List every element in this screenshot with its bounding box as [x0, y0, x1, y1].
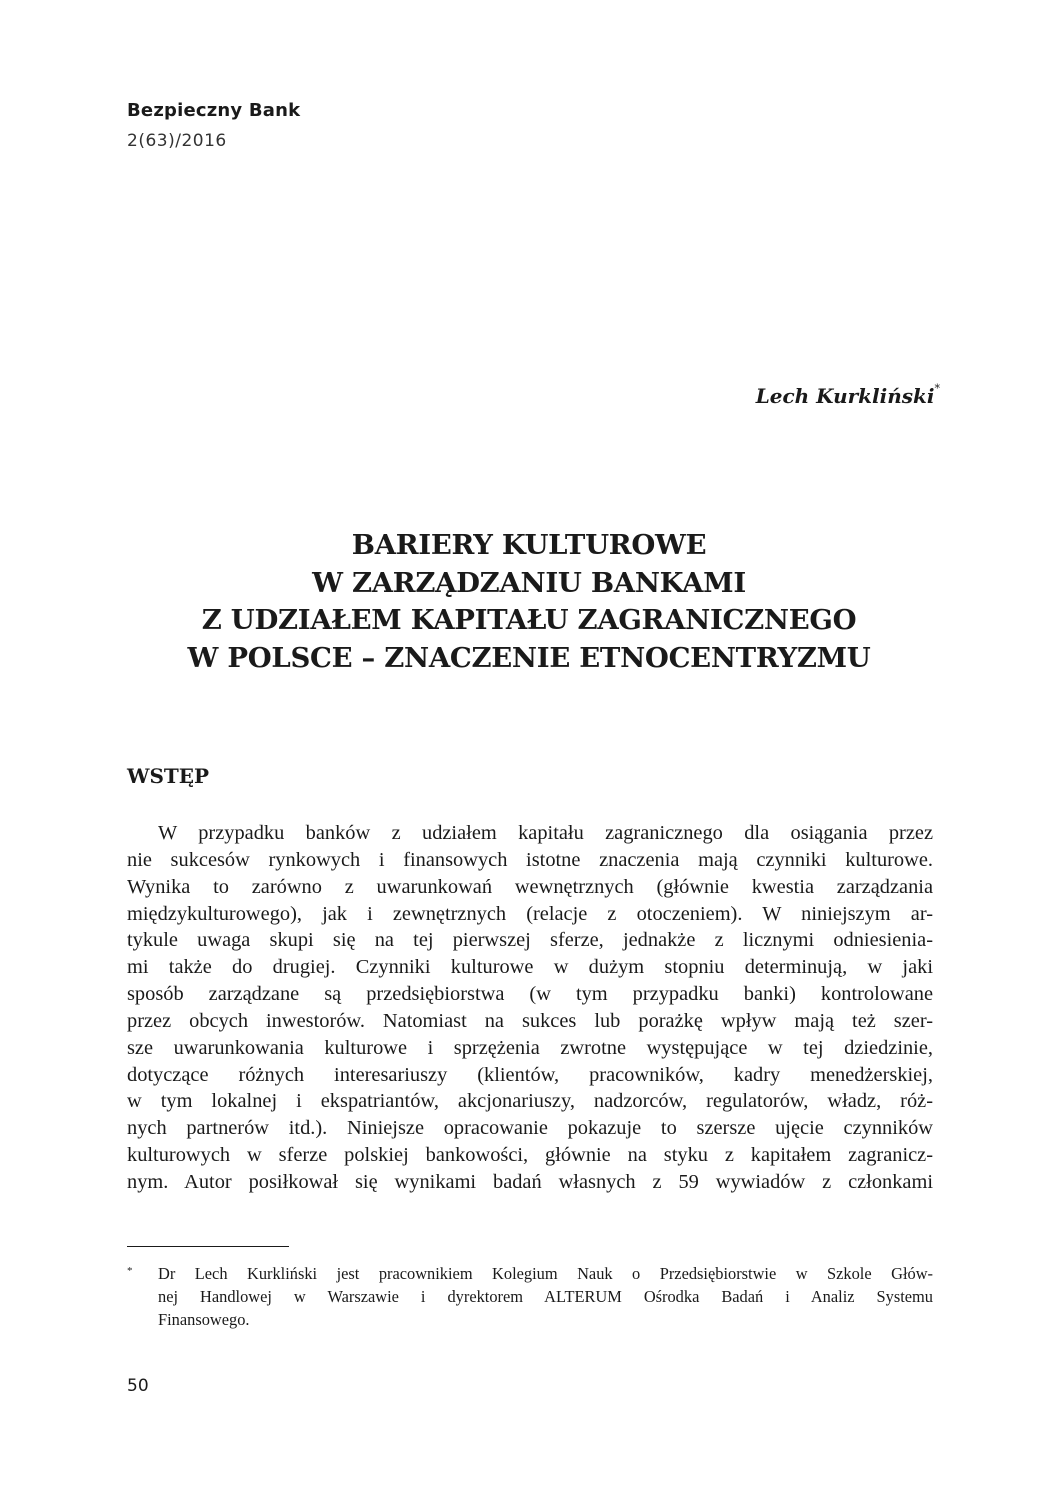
- body-line: mi także do drugiej. Czynniki kulturowe w dużym stopniu determinują, w jaki: [127, 956, 933, 979]
- author-name: Lech Kurkliński: [755, 384, 935, 408]
- title-line: BARIERY KULTUROWE: [351, 529, 707, 561]
- body-line: Wynika to zarówno z uwarunkowań wewnętrznych (głównie kwestia zarządzania: [127, 875, 933, 898]
- footnote-line: Dr Lech Kurkliński jest pracownikiem Kolegium Nauk o Przedsiębiorstwie w Szkole Głów-: [158, 1264, 933, 1283]
- author-name-block: [756, 384, 940, 408]
- footnote-line: Finansowego.: [158, 1310, 250, 1329]
- body-line: W przypadku banków z udziałem kapitału zagranicznego dla osiągania przez: [158, 822, 933, 844]
- body-line: dotyczące różnych interesariuszy (klientów, pracowników, kadry menedżerskiej,: [127, 1063, 933, 1086]
- footnote-line: nej Handlowej w Warszawie i dyrektorem ALTERUM Ośrodka Badań i Analiz Systemu: [158, 1287, 933, 1306]
- body-line: nie sukcesów rynkowych i finansowych istotne znaczenia mają czynniki kulturowe.: [127, 848, 933, 871]
- footnote-mark: *: [127, 1265, 133, 1277]
- author-footnote-mark: *: [934, 382, 940, 395]
- footnote-divider: [127, 1246, 289, 1247]
- footnote: [127, 1262, 933, 1331]
- body-text: [127, 820, 933, 1196]
- body-line: przez obcych inwestorów. Natomiast na sukces lub porażkę wpływ mają też szer-: [127, 1009, 933, 1032]
- body-line: tykule uwaga skupi się na tej pierwszej sferze, jednakże z licznymi odniesienia-: [127, 929, 933, 952]
- body-line: w tym lokalnej i ekspatriantów, akcjonariuszy, nadzorców, regulatorów, władz, róż-: [127, 1090, 933, 1113]
- title-line: Z UDZIAŁEM KAPITAŁU ZAGRANICZNEGO: [201, 604, 857, 636]
- body-line: kulturowych w sferze polskiej bankowości, głównie na styku z kapitałem zagranicz-: [127, 1144, 933, 1167]
- journal-issue: 2(63)/2016: [127, 131, 227, 151]
- body-line: nych partnerów itd.). Niniejsze opracowanie pokazuje to szersze ujęcie czynników: [127, 1117, 933, 1140]
- journal-header: [127, 98, 300, 154]
- body-line: międzykulturowego), jak i zewnętrznych (relacje z otoczeniem). W niniejszym ar-: [127, 902, 933, 925]
- footnote-text: [158, 1262, 933, 1331]
- section-heading: WSTĘP: [127, 764, 210, 788]
- title-line: W POLSCE – ZNACZENIE ETNOCENTRYZMU: [187, 641, 871, 674]
- body-line: nym. Autor posiłkował się wynikami badań własnych z 59 wywiadów z członkami: [127, 1170, 933, 1193]
- body-line: sze uwarunkowania kulturowe i sprzężenia zwrotne występujące w tej dziedzinie,: [127, 1036, 933, 1059]
- page-number: 50: [127, 1376, 149, 1396]
- title-line: W ZARZĄDZANIU BANKAMI: [312, 566, 746, 599]
- body-line: sposób zarządzane są przedsiębiorstwa (w tym przypadku banki) kontrolowane: [127, 983, 933, 1006]
- article-title: [125, 527, 933, 677]
- journal-name: Bezpieczny Bank: [127, 100, 301, 121]
